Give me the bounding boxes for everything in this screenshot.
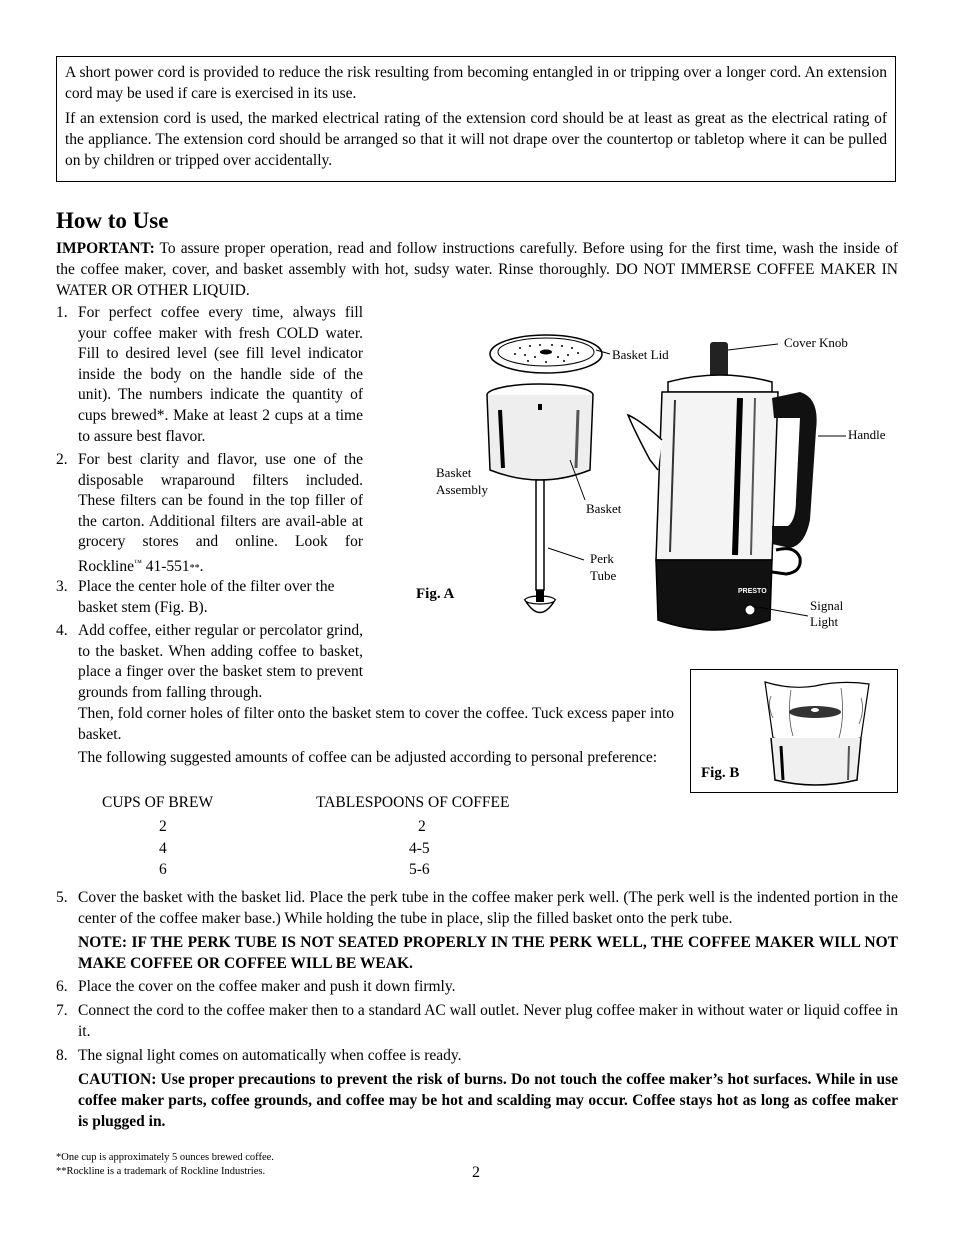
step-7-text: Connect the cord to the coffee maker then to a standard AC wall outlet. Never plug coffee maker in without water or liquid coffee in it. — [78, 1002, 898, 1040]
notice-paragraph-2: If an extension cord is used, the marked electrical rating of the extension cord should be at least as great as the electrical rating of the appliance. The extension cord should be arranged so that it will not drape over the countertop or tabletop where it can be pulled on by children or tripped over accidentally. — [65, 110, 887, 169]
label-perk-tube-1: Perk — [590, 551, 614, 566]
step-2-text — [78, 450, 363, 580]
step-8-caution: CAUTION: Use proper precautions to prevent the risk of burns. Do not touch the coffee maker’s hot surfaces. While in use coffee maker parts, coffee grounds, and coffee may be hot and scalding may occur. Coffee stays hot as long as coffee maker is plugged in. — [78, 1071, 898, 1130]
section-heading: How to Use — [56, 208, 169, 233]
fig-b-illustration — [751, 676, 881, 786]
important-label: IMPORTANT: — [56, 240, 155, 257]
intro-paragraph — [56, 238, 898, 301]
table-cell: 4-5 — [409, 840, 430, 857]
step-2-text-a: For best clarity and flavor, use one of the disposable wraparound filters included. These filters can be found in the top filler of the carton. Additional filters are avail-able at grocery stores and online. Look for Rockline — [78, 451, 363, 576]
step-1-text: For perfect coffee every time, always fill your coffee maker with fresh COLD water. Fill to desired level (see fill level indicator inside the body on the handle side of the unit). The numbers indicate the quantity of cups brewed*. Make at least 2 cups at a time to assure best flavor. — [78, 304, 363, 445]
step-4-text-a: Add coffee, either regular or percolator grind, to the basket. When adding coffee to basket, place a finger over the basket stem to prevent grounds from falling through. — [78, 622, 363, 701]
footnote-2: **Rockline is a trademark of Rockline Industries. — [56, 1166, 266, 1177]
footnote-1: *One cup is approximately 5 ounces brewed coffee. — [56, 1152, 274, 1163]
perk-tube-drawing — [525, 480, 555, 613]
table-cell: 5-6 — [409, 861, 430, 878]
step-4-text-b: Then, fold corner holes of filter onto the basket stem to cover the coffee. Tuck excess paper into basket. — [78, 705, 674, 743]
label-basket-assembly-2: Assembly — [436, 482, 488, 497]
step-2-number: 2. — [56, 451, 68, 468]
step-8-text: The signal light comes on automatically when coffee is ready. — [78, 1047, 462, 1064]
step-2-text-c: . — [199, 558, 204, 576]
fig-b-box — [690, 669, 898, 793]
step-5-note: NOTE: IF THE PERK TUBE IS NOT SEATED PROPERLY IN THE PERK WELL, THE COFFEE MAKER WILL NOT MAKE COFFEE OR COFFEE WILL BE WEAK. — [78, 934, 898, 972]
label-cover-knob: Cover Knob — [784, 335, 848, 350]
basket-lid-drawing — [490, 335, 602, 373]
intro-text: To assure proper operation, read and follow instructions carefully. Before using for the first time, wash the inside of the coffee maker, cover, and basket assembly with hot, sudsy water. Rinse thoroughly. DO NOT IMMERSE COFFEE MAKER IN WATER OR OTHER LIQUID. — [56, 240, 898, 299]
table-header-tablespoons: TABLESPOONS OF COFFEE — [316, 794, 510, 811]
double-asterisk: ** — [189, 563, 200, 575]
table-cell: 2 — [418, 818, 426, 835]
label-basket: Basket — [586, 501, 622, 516]
brand-logo: PRESTO — [738, 588, 767, 595]
step-3-number: 3. — [56, 578, 68, 595]
label-signal-light-1: Signal — [810, 598, 844, 613]
label-handle: Handle — [848, 427, 886, 442]
step-3-text: Place the center hole of the filter over the basket stem (Fig. B). — [78, 578, 335, 616]
step-6-number: 6. — [56, 978, 68, 995]
step-1-number: 1. — [56, 304, 68, 321]
trademark-symbol: ™ — [133, 557, 142, 567]
safety-notice-box — [56, 56, 896, 182]
step-2-text-b: 41-551 — [141, 558, 190, 576]
table-cell: 6 — [159, 861, 167, 878]
notice-paragraph-1: A short power cord is provided to reduce the risk resulting from becoming entangled in or tripping over a longer cord. An extension cord may be used if care is exercised in its use. — [65, 64, 887, 102]
label-basket-lid: Basket Lid — [612, 347, 669, 362]
step-4-text-c: The following suggested amounts of coffee can be adjusted according to personal preference: — [78, 749, 658, 766]
page-number: 2 — [472, 1164, 480, 1181]
fig-a-caption: Fig. A — [416, 586, 455, 602]
coffee-maker-drawing — [628, 342, 817, 630]
step-8-number: 8. — [56, 1047, 68, 1064]
step-5-text: Cover the basket with the basket lid. Place the perk tube in the coffee maker perk well. (The perk well is the indented portion in the center of the coffee maker base.) While holding the tube in place, slip the filled basket onto the perk tube. — [78, 889, 898, 927]
fig-b-caption: Fig. B — [701, 765, 740, 781]
table-header-cups: CUPS OF BREW — [102, 794, 214, 811]
step-5-number: 5. — [56, 889, 68, 906]
basket-drawing — [487, 384, 593, 480]
step-7-number: 7. — [56, 1002, 68, 1019]
label-signal-light-2: Light — [810, 614, 839, 629]
step-6-text: Place the cover on the coffee maker and push it down firmly. — [78, 978, 456, 995]
step-4-number: 4. — [56, 622, 68, 639]
label-basket-assembly-1: Basket — [436, 465, 472, 480]
table-cell: 2 — [159, 818, 167, 835]
table-cell: 4 — [159, 840, 167, 857]
label-perk-tube-2: Tube — [590, 568, 617, 583]
